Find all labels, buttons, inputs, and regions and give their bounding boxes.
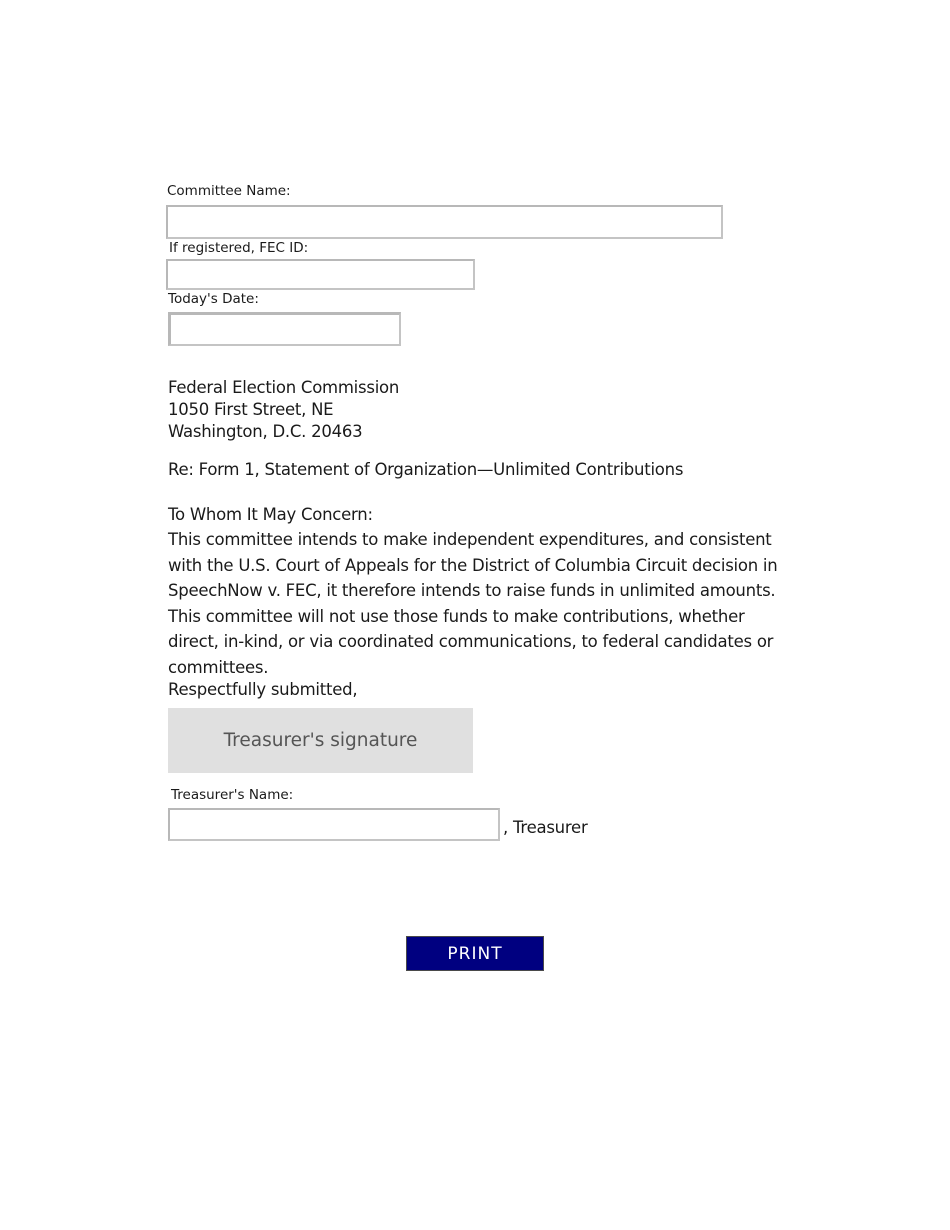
treasurer-suffix: , Treasurer [503,818,588,837]
salutation: To Whom It May Concern: [168,505,373,524]
print-button[interactable]: PRINT [406,936,544,971]
address-line-3: Washington, D.C. 20463 [168,422,363,441]
committee-name-input[interactable] [166,205,723,239]
todays-date-input[interactable] [168,312,401,346]
address-line-2: 1050 First Street, NE [168,400,334,419]
address-line-1: Federal Election Commission [168,378,400,397]
fec-id-input[interactable] [166,259,475,290]
letter-body: This committee intends to make independent expenditures, and consistent with the U.S. Court of Appeals for the District of Columbia Circuit decision in SpeechNow v. FEC, it therefore intends to raise funds in unlimited amounts. This committee will not use those funds to make contributions, whether direct, in-kind, or via coordinated communications, to federal candidates or committees. [168,530,778,677]
fec-address [168,377,399,443]
re-line: Re: Form 1, Statement of Organization—Unlimited Contributions [168,460,684,479]
treasurer-name-label: Treasurer's Name: [171,787,294,803]
closing: Respectfully submitted, [168,680,358,699]
treasurer-signature-field[interactable]: Treasurer's signature [168,708,473,773]
fec-id-label: If registered, FEC ID: [169,240,309,256]
todays-date-label: Today's Date: [168,291,259,307]
committee-name-label: Committee Name: [167,183,291,199]
treasurer-name-input[interactable] [168,808,500,841]
